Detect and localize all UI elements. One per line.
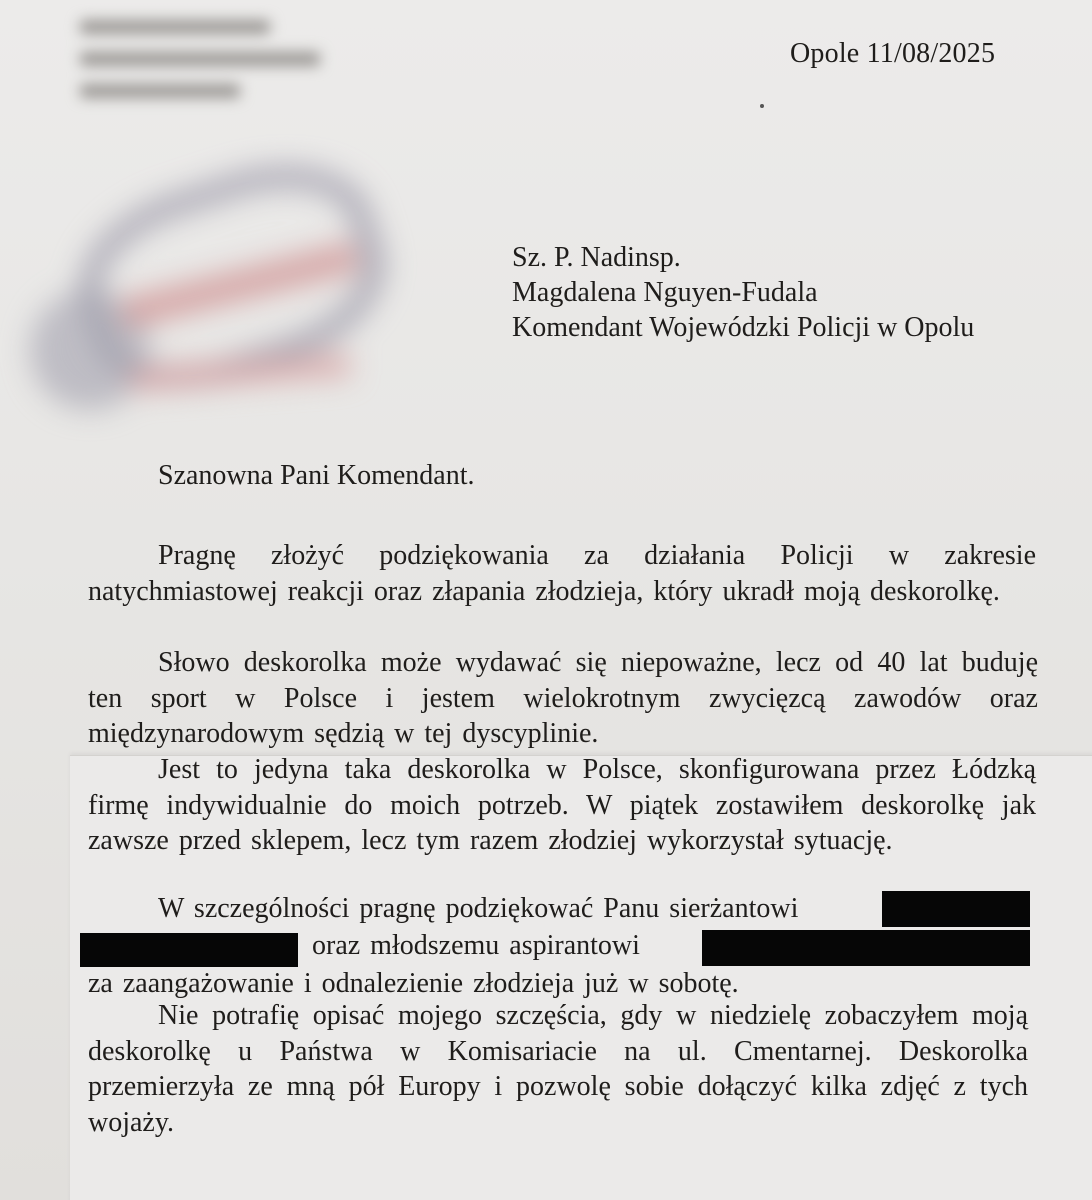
paragraph-4-line-2: oraz młodszemu aspirantowi: [312, 930, 640, 961]
recipient-block: [512, 240, 974, 345]
redaction-bar: [80, 933, 298, 967]
redacted-sender-address: [80, 20, 340, 130]
paragraph-4-line-1: W szczególności pragnę podziękować Panu sierżantowi: [158, 893, 799, 924]
salutation: Szanowna Pani Komendant.: [158, 460, 475, 491]
recipient-title: Sz. P. Nadinsp.: [512, 242, 681, 273]
redaction-bar: [882, 891, 1030, 927]
paragraph-5: Nie potrafię opisać mojego szczęścia, gdy w niedzielę zobaczyłem moją deskorolkę u Państwa w Komisariacie na ul. Cmentarnej. Deskorolka przemierzyła ze mną pół Europy i pozwolę sobie dołączyć kilka zdjęć z tych wojaży.: [88, 1000, 1028, 1138]
paragraph-1: Pragnę złożyć podziękowania za działania Policji w zakresie natychmiastowej reakcji oraz złapania złodzieja, który ukradł moją deskorolkę.: [88, 540, 1036, 607]
paper-speck: [760, 104, 764, 108]
paragraph-2: Słowo deskorolka może wydawać się niepoważne, lecz od 40 lat buduję ten sport w Polsce i jestem wielokrotnym zwycięzcą zawodów oraz międzynarodowym sędzią w tej dyscyplinie.: [88, 647, 1038, 749]
recipient-name: Magdalena Nguyen-Fudala: [512, 277, 818, 308]
letter-date: Opole 11/08/2025: [790, 38, 996, 69]
recipient-position: Komendant Wojewódzki Policji w Opolu: [512, 312, 975, 343]
paragraph-3: Jest to jedyna taka deskorolka w Polsce, skonfigurowana przez Łódzką firmę indywidualnie do moich potrzeb. W piątek zostawiłem deskorolkę jak zawsze przed sklepem, lecz tym razem złodziej wykorzystał sytuację.: [88, 754, 1036, 856]
paragraph-4-line-3: za zaangażowanie i odnalezienie złodzieja już w sobotę.: [88, 968, 739, 999]
redacted-stamp: [10, 120, 430, 440]
redaction-bar: [702, 930, 1030, 966]
